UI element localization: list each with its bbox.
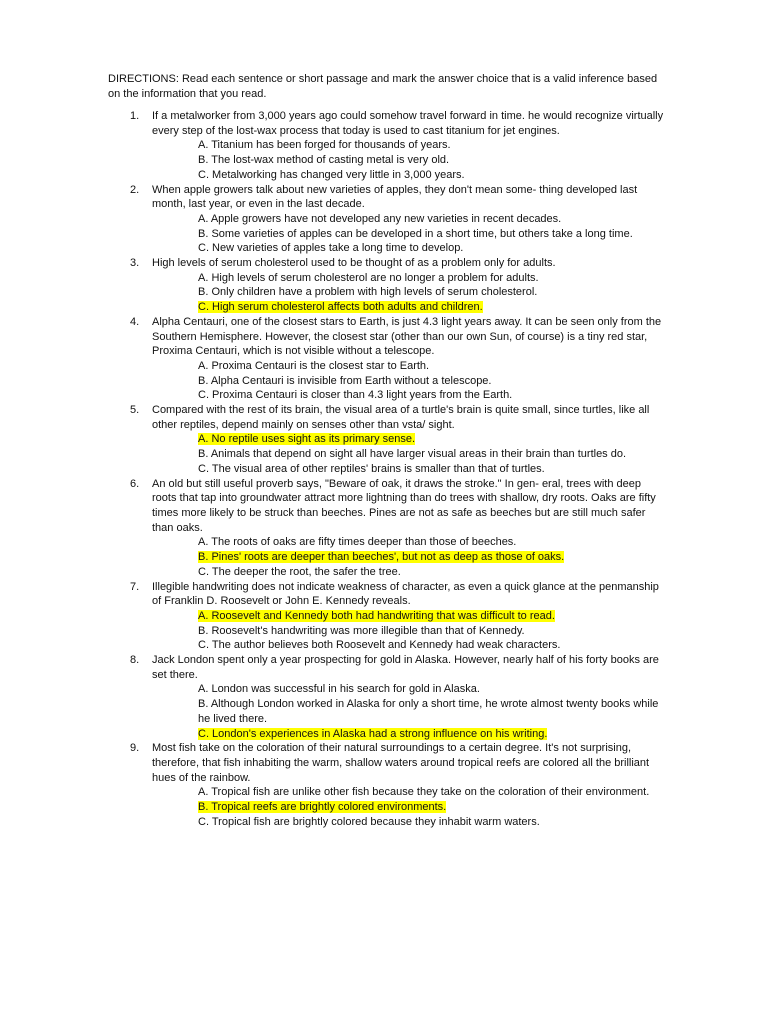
answer-option-label: C. Tropical fish are brightly colored because they inhabit warm waters. xyxy=(198,815,540,828)
answer-option xyxy=(198,462,664,477)
answer-option-label: C. Proxima Centauri is closer than 4.3 light years from the Earth. xyxy=(198,389,513,402)
answer-option-label: B. Only children have a problem with high levels of serum cholesterol. xyxy=(198,286,538,299)
directions-text: DIRECTIONS: Read each sentence or short passage and mark the answer choice that is a valid inference based on the information that you read. xyxy=(108,73,658,100)
answer-option-label: A. Titanium has been forged for thousands of years. xyxy=(198,139,451,152)
answer-option-label: A. Proxima Centauri is the closest star to Earth. xyxy=(198,359,430,372)
answer-option-label: A. London was successful in his search for gold in Alaska. xyxy=(198,683,480,696)
question-number: 4. xyxy=(130,315,140,328)
answer-option xyxy=(198,388,664,403)
answer-option-highlighted xyxy=(198,300,664,315)
question-text: High levels of serum cholesterol used to be thought of as a problem only for adults. xyxy=(152,257,556,270)
answer-option-label: B. Roosevelt's handwriting was more illegible than that of Kennedy. xyxy=(198,624,525,637)
answer-option xyxy=(198,271,664,286)
answer-option xyxy=(198,138,664,153)
answer-option-label: A. No reptile uses sight as its primary sense. xyxy=(198,433,416,446)
answer-options xyxy=(152,212,664,256)
answer-option xyxy=(198,682,664,697)
answer-option-label: B. Pines' roots are deeper than beeches', but not as deep as those of oaks. xyxy=(198,551,565,564)
question-item xyxy=(108,403,664,477)
answer-option-label: C. New varieties of apples take a long time to develop. xyxy=(198,242,464,255)
answer-options xyxy=(152,432,664,476)
question-number: 5. xyxy=(130,404,140,417)
question-item xyxy=(108,315,664,403)
answer-options xyxy=(152,138,664,182)
answer-option-highlighted xyxy=(198,609,664,624)
answer-option xyxy=(198,212,664,227)
answer-option-label: B. Some varieties of apples can be developed in a short time, but others take a long time. xyxy=(198,227,633,240)
answer-options xyxy=(152,535,664,579)
answer-option xyxy=(198,447,664,462)
answer-option xyxy=(198,241,664,256)
answer-option xyxy=(198,565,664,580)
question-text: Most fish take on the coloration of their natural surroundings to a certain degree. It's not surprising, therefore, that fish inhabiting the warm, shallow waters around tropical reefs are colored all the brilliant hues of the rainbow. xyxy=(152,742,650,784)
question-text: Jack London spent only a year prospecting for gold in Alaska. However, nearly half of his forty books are set there. xyxy=(152,654,659,681)
answer-option xyxy=(198,227,664,242)
answer-option xyxy=(198,697,664,726)
answer-option-label: B. The lost-wax method of casting metal is very old. xyxy=(198,154,450,167)
question-item xyxy=(108,183,664,257)
question-text: Alpha Centauri, one of the closest stars to Earth, is just 4.3 light years away. It can be seen only from the Southern Hemisphere. However, the closest star (other than our own Sun, of course) is a tiny red star, Proxima Centauri, which is not visible without a telescope. xyxy=(152,315,662,358)
answer-option xyxy=(198,374,664,389)
answer-option-highlighted xyxy=(198,432,664,447)
question-text: Compared with the rest of its brain, the visual area of a turtle's brain is quite small, since turtles, like all other reptiles, depend mainly on senses other than vsta/ sight. xyxy=(152,404,650,431)
question-number: 1. xyxy=(130,110,140,122)
question-number: 6. xyxy=(130,477,140,490)
answer-option xyxy=(198,624,664,639)
question-number: 7. xyxy=(130,580,140,593)
answer-option-label: C. London's experiences in Alaska had a strong influence on his writing. xyxy=(198,727,548,740)
answer-options xyxy=(152,609,664,653)
answer-option-highlighted xyxy=(198,800,664,815)
question-item xyxy=(108,653,664,741)
answer-option-label: A. Roosevelt and Kennedy both had handwriting that was difficult to read. xyxy=(198,609,555,622)
question-item xyxy=(108,580,664,654)
question-number: 8. xyxy=(130,654,140,667)
question-text: When apple growers talk about new varieties of apples, they don't mean some- thing developed last month, last year, or even in the last decade. xyxy=(152,183,638,211)
answer-option xyxy=(198,153,664,168)
answer-option-label: C. The author believes both Roosevelt and Kennedy had weak characters. xyxy=(198,639,561,652)
answer-option xyxy=(198,815,664,830)
answer-option xyxy=(198,285,664,300)
answer-option-highlighted xyxy=(198,727,664,742)
question-item xyxy=(108,109,664,183)
answer-options xyxy=(152,271,664,315)
answer-option-label: A. Tropical fish are unlike other fish because they take on the coloration of their environment. xyxy=(198,786,650,799)
answer-option-label: C. High serum cholesterol affects both adults and children. xyxy=(198,301,483,314)
answer-options xyxy=(152,785,664,829)
answer-option xyxy=(198,168,664,183)
question-item xyxy=(108,477,664,580)
question-text: An old but still useful proverb says, "Beware of oak, it draws the stroke." In gen- eral, trees with deep roots that tap into groundwater attract more lightning than do trees with shallow, dry roots. Oaks are fifty times more likely to be struck than beeches. Pines are not as safe as beeches but are still much safer than oaks. xyxy=(152,477,656,534)
question-number: 3. xyxy=(130,257,140,270)
question-number: 2. xyxy=(130,183,140,196)
question-item xyxy=(108,741,664,829)
answer-option xyxy=(198,638,664,653)
answer-option xyxy=(198,359,664,374)
answer-option-label: C. The visual area of other reptiles' brains is smaller than that of turtles. xyxy=(198,462,545,475)
question-text: If a metalworker from 3,000 years ago could somehow travel forward in time. he would recognize virtually every step of the lost-wax process that today is used to cast titanium for jet engines. xyxy=(152,110,664,137)
answer-option-label: B. Alpha Centauri is invisible from Earth without a telescope. xyxy=(198,374,492,387)
answer-option-label: B. Tropical reefs are brightly colored environments. xyxy=(198,801,447,814)
answer-option-label: C. Metalworking has changed very little in 3,000 years. xyxy=(198,168,465,181)
answer-option-label: B. Although London worked in Alaska for only a short time, he wrote almost twenty books while he lived there. xyxy=(198,698,659,725)
question-list xyxy=(108,109,664,829)
answer-option-label: A. Apple growers have not developed any new varieties in recent decades. xyxy=(198,212,562,225)
answer-option-label: C. The deeper the root, the safer the tree. xyxy=(198,565,401,578)
answer-option-label: B. Animals that depend on sight all have larger visual areas in their brain than turtles do. xyxy=(198,448,627,461)
answer-options xyxy=(152,682,664,741)
answer-options xyxy=(152,359,664,403)
answer-option-highlighted xyxy=(198,550,664,565)
question-item xyxy=(108,256,664,315)
answer-option-label: A. High levels of serum cholesterol are no longer a problem for adults. xyxy=(198,271,539,284)
answer-option-label: A. The roots of oaks are fifty times deeper than those of beeches. xyxy=(198,536,517,549)
answer-option xyxy=(198,535,664,550)
question-number: 9. xyxy=(130,742,140,755)
question-text: Illegible handwriting does not indicate weakness of character, as even a quick glance at the penmanship of Franklin D. Roosevelt or John E. Kennedy reveals. xyxy=(152,580,659,608)
answer-option xyxy=(198,785,664,800)
